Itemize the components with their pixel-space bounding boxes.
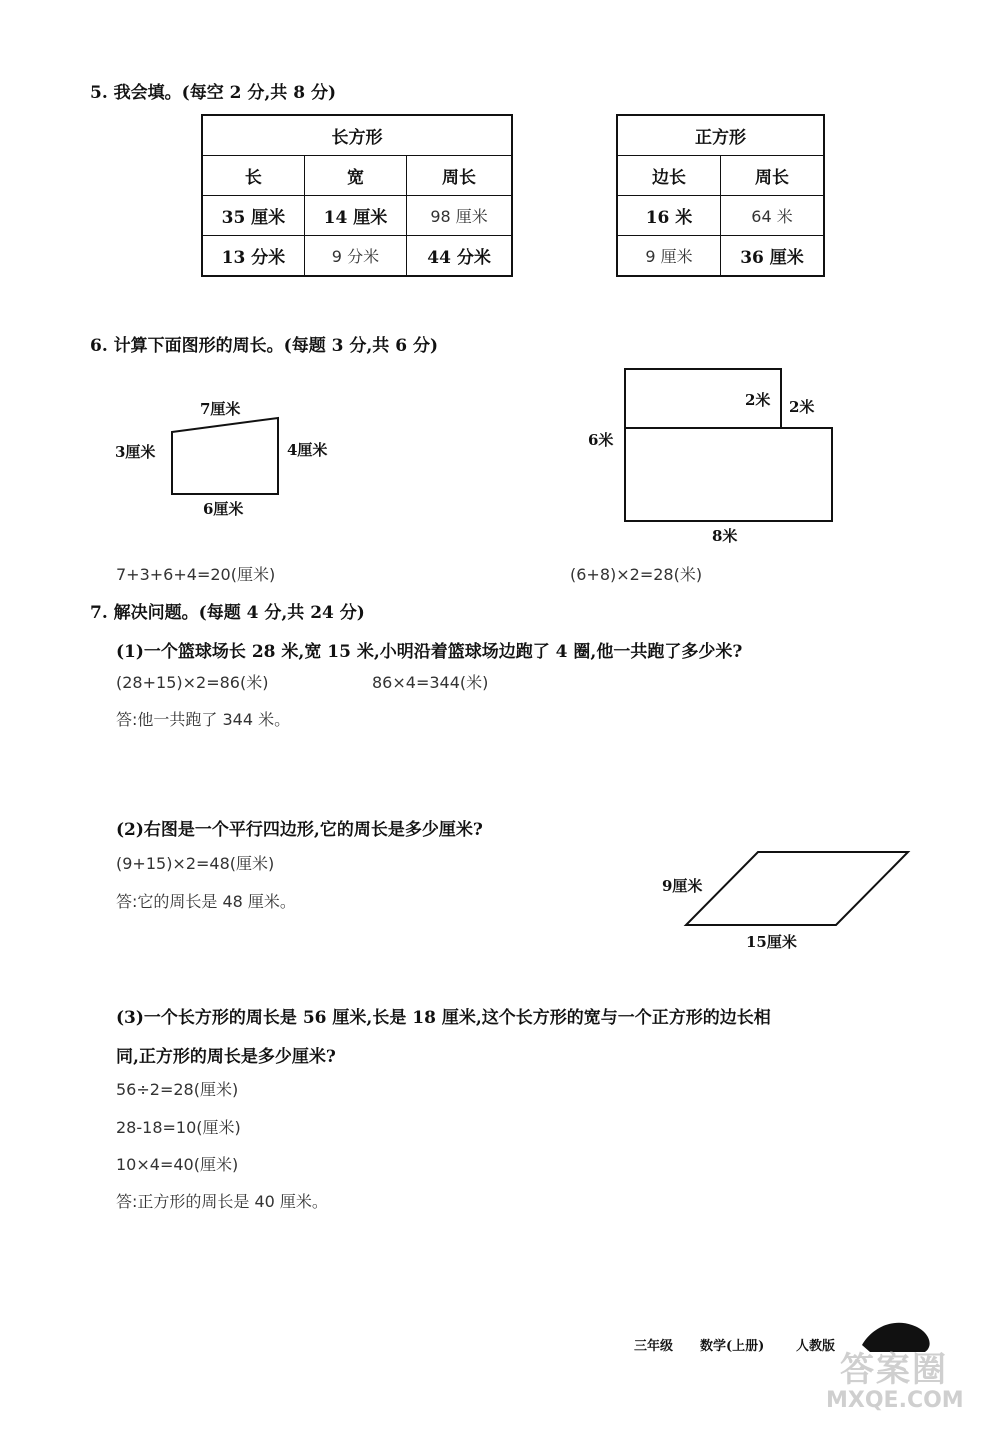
rectangle-cell-answer: 98 厘米: [407, 196, 512, 236]
rectangle-cell: 13 分米: [202, 236, 304, 277]
q5-title: 5. 我会填。(每空 2 分,共 8 分): [90, 83, 337, 103]
rectangle-cell: 35 厘米: [202, 196, 304, 236]
q7-p1-question: (1)一个篮球场长 28 米,宽 15 米,小明沿着篮球场边跑了 4 圈,他一共跑了多少米?: [116, 642, 743, 662]
q7-title: 7. 解决问题。(每题 4 分,共 24 分): [90, 603, 365, 623]
rectangle-header-perimeter: 周长: [407, 156, 512, 196]
composite-bottom-label: 8米: [712, 527, 738, 545]
q7-p2-calc: (9+15)×2=48(厘米): [116, 854, 275, 873]
square-cell: 16 米: [617, 196, 721, 236]
watermark-logo-bottom: MXQE.COM: [826, 1388, 964, 1413]
square-header-side: 边长: [617, 156, 721, 196]
q7-p2-question: (2)右图是一个平行四边形,它的周长是多少厘米?: [116, 820, 483, 840]
q7-p1-answer: 答:他一共跑了 344 米。: [116, 710, 291, 729]
rectangle-cell: 14 厘米: [304, 196, 406, 236]
small-rect-right-label: 2米: [789, 398, 815, 416]
q6-answer-2: (6+8)×2=28(米): [570, 565, 703, 584]
trapezoid-right-label: 4厘米: [287, 441, 328, 459]
parallelogram-side-label: 9厘米: [662, 877, 703, 895]
footer-subject: 数学(上册): [700, 1339, 765, 1354]
q7-p3-answer: 答:正方形的周长是 40 厘米。: [116, 1192, 328, 1211]
square-header-perimeter: 周长: [721, 156, 825, 196]
square-cell-answer: 64 米: [721, 196, 825, 236]
rectangle-table-heading: 长方形: [202, 115, 512, 156]
square-cell: 36 厘米: [721, 236, 825, 277]
composite-left-label: 6米: [588, 431, 614, 449]
trapezoid-bottom-label: 6厘米: [203, 500, 244, 518]
rectangle-cell-answer: 9 分米: [304, 236, 406, 277]
q7-p3-question-line-2: 同,正方形的周长是多少厘米?: [116, 1047, 336, 1067]
square-cell-answer: 9 厘米: [617, 236, 721, 277]
rectangle-cell: 44 分米: [407, 236, 512, 277]
rectangle-header-width: 宽: [304, 156, 406, 196]
q7-p1-calc-1: (28+15)×2=86(米): [116, 673, 269, 692]
q7-p3-calc-2: 28-18=10(厘米): [116, 1118, 241, 1137]
q7-p1-calc-2: 86×4=344(米): [372, 673, 489, 692]
rectangle-header-length: 长: [202, 156, 304, 196]
q7-p3-question-line-1: (3)一个长方形的周长是 56 厘米,长是 18 厘米,这个长方形的宽与一个正方形的边长相: [116, 1008, 771, 1028]
footer-grade: 三年级: [634, 1339, 674, 1354]
q6-title: 6. 计算下面图形的周长。(每题 3 分,共 6 分): [90, 336, 439, 356]
small-rect-inner-label: 2米: [745, 391, 771, 409]
square-table-heading: 正方形: [617, 115, 824, 156]
q6-answer-1: 7+3+6+4=20(厘米): [116, 565, 276, 584]
q7-p3-calc-3: 10×4=40(厘米): [116, 1155, 239, 1174]
trapezoid-left-label: 3厘米: [115, 443, 156, 461]
parallelogram-base-label: 15厘米: [746, 933, 797, 951]
q7-p3-calc-1: 56÷2=28(厘米): [116, 1080, 239, 1099]
footer-edition: 人教版: [796, 1339, 836, 1354]
watermark-logo-top: 答案圈: [840, 1350, 948, 1390]
q7-p2-answer: 答:它的周长是 48 厘米。: [116, 892, 296, 911]
trapezoid-top-label: 7厘米: [200, 400, 241, 418]
